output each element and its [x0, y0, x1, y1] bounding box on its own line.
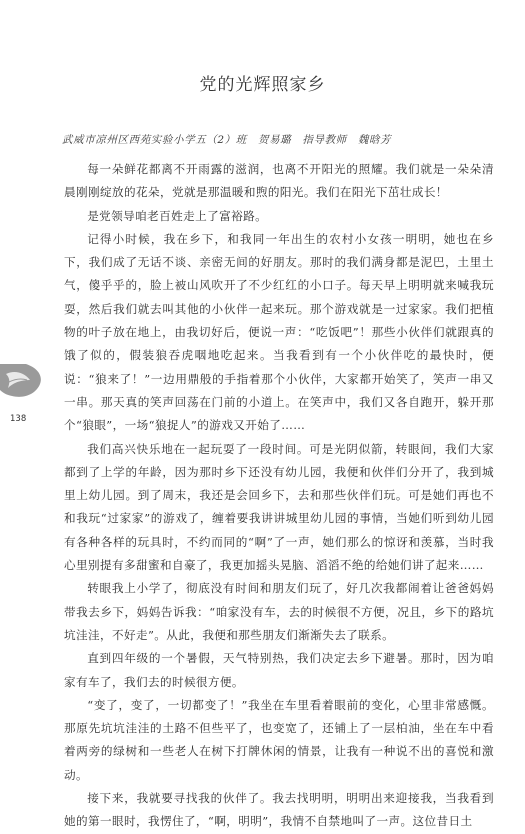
paragraph: 记得小时候，我在乡下，和我同一年出生的农村小女孩一明明，她也在乡下，我们成了无话不谈、亲密无间的好朋友。那时的我们满身都是泥巴，土里土气，傻乎乎的，脸上被山风吹开了不少红红的小口子。每天早上明明就来喊我玩耍，然后我们就去叫其他的小伙伴一起来玩。那个游戏就是一过家家。我们把植物的叶子放在地上，由我切好后，便说一声：“吃饭吧”！那些小伙伴们就跟真的饿了似的，假装狼吞虎咽地吃起来。当我看到有一个小伙伴吃的最快时，便说：“狼来了！”一边用鼎般的手指着那个小伙伴，大家都开始笑了，笑声一串又一串。那天真的笑声回荡在门前的小道上。在笑声中，我们又各自跑开，躲开那个“狼眼”，一场“狼捉人”的游戏又开始了…… — [64, 231, 494, 433]
page-number: 138 — [10, 414, 27, 424]
page-title: 党的光辉照家乡 — [199, 75, 326, 95]
paragraph: 接下来，我就要寻找我的伙伴了。我去找明明，明明出来迎接我，当我看到她的第一眼时，我愣住了，“啊，明明”，我情不自禁地叫了一声。这位昔日土 — [64, 791, 494, 829]
paragraph: 我们高兴快乐地在一起玩耍了一段时间。可是光阴似箭，转眼间，我们大家都到了上学的年龄，因为那时乡下还没有幼儿园，我便和伙伴们分开了，我到城里上幼儿园。到了周末，我还是会回乡下，去和那些伙伴们玩。可是她们再也不和我玩“过家家”的游戏了，缠着要我讲讲城里幼儿园的事情，当她们听到幼儿园有各种各样的玩具时，不约而同的“啊”了一声，她们那么的惊讶和羡慕，当时我心里别提有多甜蜜和自豪了，我更加摇头晃脑、滔滔不绝的给她们讲了起来…… — [64, 441, 494, 573]
paragraph: 每一朵鲜花都离不开雨露的滋润，也离不开阳光的照耀。我们就是一朵朵清晨刚刚绽放的花朵，党就是那温暖和煦的阳光。我们在阳光下茁壮成长！ — [64, 162, 494, 200]
article-body — [64, 158, 494, 834]
paragraph: 直到四年级的一个暑假，天气特别热，我们决定去乡下避暑。那时，因为咱家有车了，我们去的时候很方便。 — [64, 651, 494, 689]
author-byline: 武威市凉州区西苑实验小学五（2）班 贺易璐 指导教师 魏晗芳 — [62, 134, 392, 146]
paragraph: “变了，变了，一切都变了！”我坐在车里看着眼前的变化，心里非常感慨。那原先坑坑洼洼的土路不但些平了，也变宽了，还铺上了一层柏油，坐在车中看着两旁的绿树和一些老人在树下打牌休闲的情景，让我有一种说不出的喜悦和激动。 — [64, 697, 494, 782]
paragraph: 是党领导咱老百姓走上了富裕路。 — [87, 208, 268, 223]
paragraph: 转眼我上小学了，彻底没有时间和朋友们玩了，好几次我都闹着让爸爸妈妈带我去乡下，妈妈告诉我：“咱家没有车，去的时候很不方便，况且，乡下的路坑坑洼洼，不好走”。从此，我便和那些朋友们渐渐失去了联系。 — [64, 581, 494, 642]
decorative-leaf-icon — [0, 362, 44, 400]
